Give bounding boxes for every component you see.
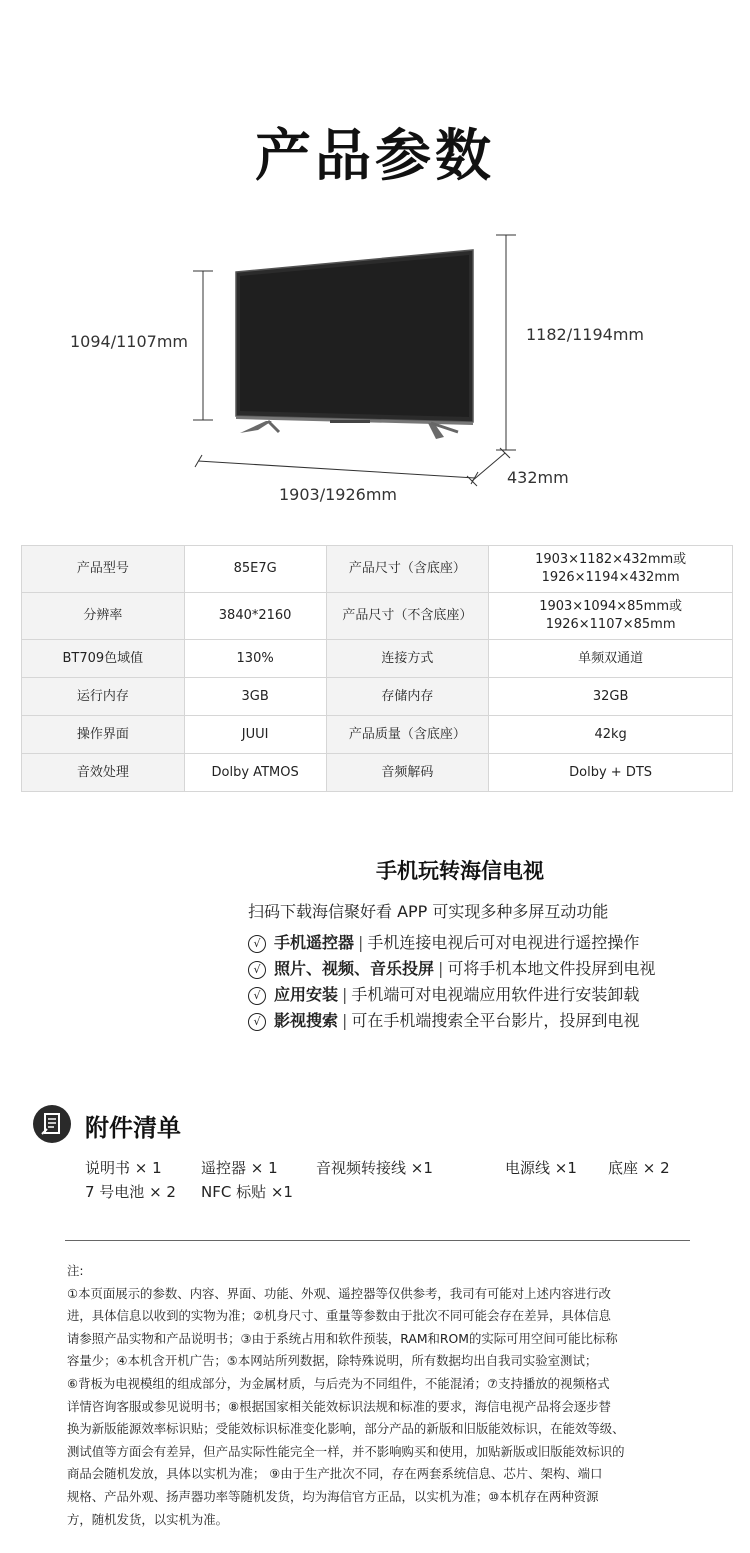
depth-label: 432mm [507,468,569,487]
notes-line: 进，具体信息以收到的实物为准；②机身尺寸、重量等参数由于批次不同可能会存在差异，具体信息 [67,1308,611,1324]
spec-value: 1903×1094×85mm或 1926×1107×85mm [489,593,733,640]
spec-label: 运行内存 [22,678,185,716]
separator: | [358,933,364,952]
phone-features-section [248,855,728,1034]
accessory-item: 说明书 × 1 [85,1159,162,1177]
feature-name: 照片、视频、音乐投屏 [274,959,435,978]
spec-label: 产品型号 [22,546,185,593]
feature-desc: 手机端可对电视端应用软件进行安装卸载 [351,985,640,1004]
feature-item [248,1008,728,1034]
spec-value: 3GB [184,678,326,716]
right-height-label: 1182/1194mm [526,325,644,344]
page-title: 产品参数 [255,124,495,189]
feature-item [248,956,728,982]
spec-value: Dolby + DTS [489,754,733,792]
check-circle-icon: √ [248,935,266,953]
table-row [22,716,733,754]
accessory-item: 底座 × 2 [608,1159,670,1177]
spec-label: 分辨率 [22,593,185,640]
left-height-label: 1094/1107mm [70,332,188,351]
table-row [22,546,733,593]
spec-label: 存储内存 [326,678,489,716]
notes-line: 详情咨询客服或参见说明书；⑧根据国家相关能效标识法规和标准的要求，海信电视产品将会逐步替 [67,1398,611,1414]
phone-section-title: 手机玩转海信电视 [376,859,544,883]
spec-label: 产品尺寸（不含底座） [326,593,489,640]
spec-value: 1903×1182×432mm或 1926×1194×432mm [489,546,733,593]
table-row [22,754,733,792]
phone-intro-text: 扫码下载海信聚好看 APP 可实现多种多屏互动功能 [248,902,609,921]
spec-value: 单频双通道 [489,640,733,678]
spec-value: 3840*2160 [184,593,326,640]
notes-line: 商品会随机发放，具体以实机为准； ⑨由于生产批次不同，存在两套系统信息、芯片、架构、端口 [67,1466,603,1482]
notes-section [67,1260,697,1531]
notes-line: 换为新版能源效率标识贴；受能效标识标准变化影响，部分产品的新版和旧版能效标识，在能效等级、 [67,1421,625,1437]
notes-line: ⑥背板为电视模组的组成部分，为金属材质，与后壳为不同组件，不能混淆；⑦支持播放的视频格式 [67,1375,610,1391]
spec-value: JUUI [184,716,326,754]
tv-dimension-diagram [0,225,750,515]
feature-name: 应用安装 [274,985,339,1004]
feature-name: 影视搜索 [274,1011,339,1030]
spec-label: 音频解码 [326,754,489,792]
spec-label: 音效处理 [22,754,185,792]
notes-line: 方，随机发货，以实机为准。 [67,1511,229,1527]
check-circle-icon: √ [248,1013,266,1031]
separator: | [438,959,444,978]
spec-label: BT709色域值 [22,640,185,678]
notes-line: 规格、产品外观、扬声器功率等随机发货，均为海信官方正品，以实机为准；⑩本机存在两种资源 [67,1488,599,1504]
accessory-item: NFC 标贴 ×1 [201,1183,293,1201]
spec-value: Dolby ATMOS [184,754,326,792]
separator: | [342,985,348,1004]
feature-name: 手机遥控器 [274,933,355,952]
spec-value: 130% [184,640,326,678]
notes-line: 请参照产品实物和产品说明书；③由于系统占用和软件预装，RAM和ROM的实际可用空间可能比标称 [67,1330,618,1346]
spec-label: 产品质量（含底座） [326,716,489,754]
feature-item [248,982,728,1008]
feature-desc: 手机连接电视后可对电视进行遥控操作 [367,933,640,952]
notes-line: 容量少；④本机含开机广告；⑤本网站所列数据，除特殊说明，所有数据均出自我司实验室测试； [67,1353,598,1369]
spec-label: 连接方式 [326,640,489,678]
feature-desc: 可将手机本地文件投屏到电视 [447,959,656,978]
separator: | [342,1011,348,1030]
accessory-item: 电源线 ×1 [505,1159,577,1177]
feature-desc: 可在手机端搜索全平台影片，投屏到电视 [351,1011,640,1030]
accessories-title: 附件清单 [85,1114,181,1142]
feature-item [248,930,728,956]
check-circle-icon: √ [248,961,266,979]
tv-illustration [0,225,750,515]
table-row [22,640,733,678]
accessory-item: 遥控器 × 1 [201,1159,278,1177]
spec-value: 32GB [489,678,733,716]
spec-value: 42kg [489,716,733,754]
table-row [22,678,733,716]
notes-line: 测试值等方面会有差异，但产品实际性能完全一样，并不影响购买和使用，加贴新版或旧版能效标识的 [67,1443,625,1459]
notes-heading: 注: [67,1263,84,1278]
spec-label: 操作界面 [22,716,185,754]
document-icon [33,1105,71,1143]
spec-label: 产品尺寸（含底座） [326,546,489,593]
width-label: 1903/1926mm [279,485,397,504]
accessory-item: 音视频转接线 ×1 [316,1159,433,1177]
accessory-item: 7 号电池 × 2 [85,1183,176,1201]
table-row [22,593,733,640]
divider [65,1240,690,1241]
notes-line: ①本页面展示的参数、内容、界面、功能、外观、遥控器等仅供参考，我司有可能对上述内容进行改 [67,1285,611,1301]
spec-value: 85E7G [184,546,326,593]
check-circle-icon: √ [248,987,266,1005]
spec-table [21,545,733,792]
